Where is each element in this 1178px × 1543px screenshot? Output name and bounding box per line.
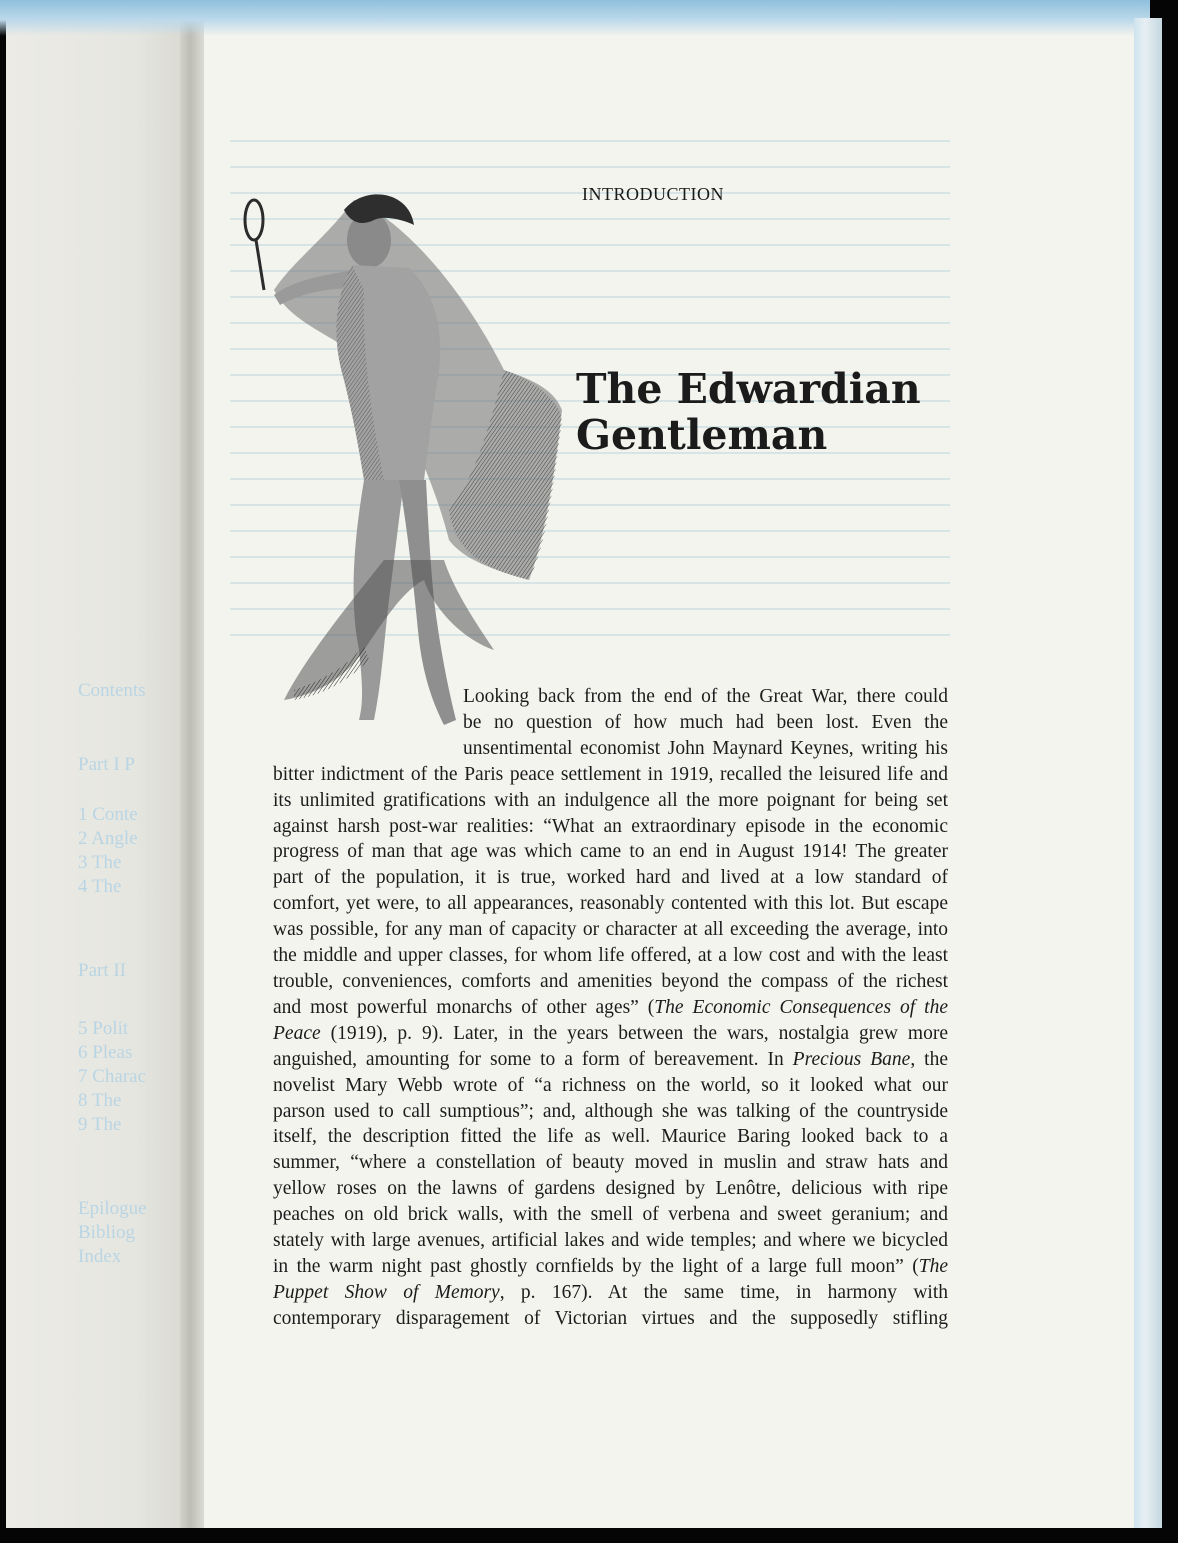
italic-title: The (918, 1255, 948, 1277)
bleed-fragment: 5 Polit (78, 1018, 129, 1039)
text-line (273, 762, 948, 788)
text-segment: be no question of how much had been lost. Even the (463, 711, 948, 733)
text-segment: itself, the description fitted the life as well. Maurice Baring looked back to a (273, 1126, 948, 1148)
text-line (273, 736, 948, 762)
text-line (273, 1150, 948, 1176)
text-segment: against harsh post-war realities: “What an extraordinary episode in the economic (273, 815, 948, 837)
text-line (273, 943, 948, 969)
text-line (273, 684, 948, 710)
bleed-fragment: 9 The (78, 1114, 122, 1135)
scan-border-bottom (0, 1528, 1178, 1543)
left-page (6, 18, 188, 1530)
text-segment: unsentimental economist John Maynard Keynes, writing his (463, 737, 948, 759)
text-segment: (1919), p. 9). Later, in the years between the wars, nostalgia grew more (320, 1022, 948, 1044)
text-line (273, 1124, 948, 1150)
text-segment: and most powerful monarchs of other ages” ( (273, 996, 655, 1018)
text-segment: bitter indictment of the Paris peace settlement in 1919, recalled the leisured life and (273, 763, 948, 785)
text-segment: contemporary disparagement of Victorian virtues and the supposedly stifling (273, 1307, 948, 1329)
text-line (273, 1176, 948, 1202)
text-segment: progress of man that age was which came to an end in August 1914! The greater (273, 841, 948, 863)
scan-border-right (1162, 0, 1178, 1543)
bleed-fragment: 4 The (78, 876, 122, 897)
text-segment: comfort, yet were, to all appearances, reasonably contented with this lot. But escape (273, 893, 948, 915)
italic-title: Peace (273, 1022, 321, 1044)
bleed-fragment: 3 The (78, 852, 122, 873)
text-line (273, 710, 948, 736)
text-segment: , the (910, 1048, 948, 1070)
bleed-fragment: 1 Conte (78, 804, 138, 825)
text-line (273, 1280, 948, 1306)
text-line (273, 814, 948, 840)
page-top-edge (0, 0, 1150, 36)
text-segment: its unlimited gratifications with an indulgence all the more poignant for being set (273, 789, 948, 811)
bleed-fragment: Index (78, 1246, 122, 1267)
text-segment: was possible, for any man of capacity or character at all exceeding the average, into (273, 919, 948, 941)
text-line (273, 1254, 948, 1280)
book-cover-edge (1134, 18, 1162, 1530)
text-line (273, 891, 948, 917)
bleed-fragment: 6 Pleas (78, 1042, 133, 1063)
text-line (273, 1021, 948, 1047)
text-line (273, 1228, 948, 1254)
text-line (273, 1306, 948, 1332)
bleed-fragment: Part I P (78, 754, 135, 775)
chapter-title-line: Gentleman (576, 411, 828, 459)
dancing-woman-engraving-icon (234, 180, 574, 750)
italic-title: The Economic Consequences of the (654, 996, 949, 1018)
text-segment: peaches on old brick walls, with the smell of verbena and sweet geranium; and (273, 1204, 948, 1226)
bleed-fragment: Epilogue (78, 1198, 147, 1219)
body-text (273, 684, 948, 1332)
book-gutter (180, 18, 206, 1530)
text-line (273, 1202, 948, 1228)
bleed-fragment: 8 The (78, 1090, 122, 1111)
text-segment: summer, “where a constellation of beauty moved in muslin and straw hats and (273, 1152, 948, 1174)
text-segment: stately with large avenues, artificial lakes and wide temples; and where we bicycled (273, 1230, 948, 1252)
text-segment: part of the population, it is true, worked hard and lived at a low standard of (273, 867, 948, 889)
text-line (273, 1073, 948, 1099)
running-head: INTRODUCTION (582, 184, 724, 204)
bleed-fragment: Part II (78, 960, 127, 981)
text-segment: , p. 167). At the same time, in harmony with (499, 1281, 948, 1303)
text-segment: parson used to call sumptious”; and, although she was talking of the countryside (273, 1100, 948, 1122)
bleed-fragment: 2 Angle (78, 828, 138, 849)
chapter-title-line: The Edwardian (576, 365, 921, 413)
text-line (273, 917, 948, 943)
bleed-fragment: 7 Charac (78, 1066, 147, 1087)
text-line (273, 1047, 948, 1073)
text-segment: Looking back from the end of the Great War, there could (463, 686, 948, 707)
text-segment: the middle and upper classes, for whom life offered, at a low cost and with the least (273, 945, 948, 967)
bleed-fragment: Contents (78, 680, 146, 701)
text-line (273, 1099, 948, 1125)
italic-title: Puppet Show of Memory (273, 1281, 500, 1303)
text-line (273, 839, 948, 865)
text-segment: yellow roses on the lawns of gardens designed by Lenôtre, delicious with ripe (273, 1178, 948, 1200)
text-line (273, 995, 948, 1021)
text-segment: trouble, conveniences, comforts and amenities beyond the compass of the richest (273, 970, 948, 992)
text-line (273, 969, 948, 995)
text-segment: anguished, amounting for some to a form of bereavement. In (273, 1048, 793, 1070)
italic-title: Precious Bane (792, 1048, 911, 1070)
bleed-fragment: Bibliog (78, 1222, 136, 1243)
text-line (273, 788, 948, 814)
text-segment: novelist Mary Webb wrote of “a richness on the world, so it looked what our (273, 1074, 948, 1096)
text-line (273, 865, 948, 891)
text-segment: in the warm night past ghostly cornfields by the light of a large full moon” ( (273, 1255, 919, 1277)
chapter-title (576, 366, 921, 458)
